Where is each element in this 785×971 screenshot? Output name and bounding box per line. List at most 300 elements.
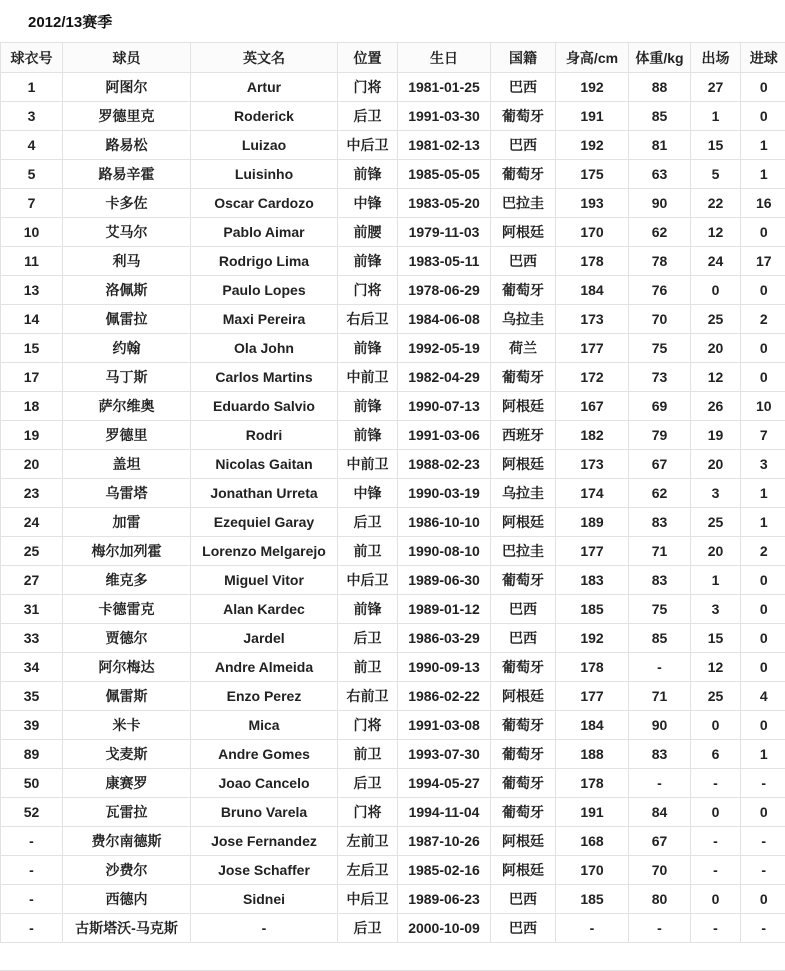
cell-height: - xyxy=(556,914,629,943)
cell-name-en: Jose Schaffer xyxy=(191,856,338,885)
cell-name-en: Maxi Pereira xyxy=(191,305,338,334)
cell-name-en: Nicolas Gaitan xyxy=(191,450,338,479)
cell-height: 192 xyxy=(556,131,629,160)
cell-number: 25 xyxy=(1,537,63,566)
cell-appearances: - xyxy=(691,769,741,798)
cell-height: 185 xyxy=(556,595,629,624)
cell-height: 168 xyxy=(556,827,629,856)
cell-name-en: Alan Kardec xyxy=(191,595,338,624)
cell-nationality: 葡萄牙 xyxy=(491,769,556,798)
cell-name-en: Rodri xyxy=(191,421,338,450)
cell-goals: 0 xyxy=(741,218,785,247)
cell-height: 177 xyxy=(556,682,629,711)
cell-number: 11 xyxy=(1,247,63,276)
cell-position: 后卫 xyxy=(338,102,398,131)
cell-number: - xyxy=(1,914,63,943)
cell-height: 175 xyxy=(556,160,629,189)
cell-position: 前锋 xyxy=(338,421,398,450)
cell-appearances: - xyxy=(691,856,741,885)
cell-name-cn: 洛佩斯 xyxy=(63,276,191,305)
cell-appearances: 0 xyxy=(691,798,741,827)
cell-position: 中后卫 xyxy=(338,131,398,160)
cell-number: 50 xyxy=(1,769,63,798)
cell-name-en: Eduardo Salvio xyxy=(191,392,338,421)
cell-appearances: 25 xyxy=(691,305,741,334)
cell-position: 门将 xyxy=(338,711,398,740)
table-row xyxy=(1,131,785,160)
cell-name-en: Mica xyxy=(191,711,338,740)
cell-birthday: 1983-05-11 xyxy=(398,247,491,276)
table-row xyxy=(1,798,785,827)
cell-weight: 63 xyxy=(629,160,691,189)
cell-nationality: 阿根廷 xyxy=(491,218,556,247)
cell-height: 192 xyxy=(556,73,629,102)
cell-weight: 79 xyxy=(629,421,691,450)
column-header-height: 身高/cm xyxy=(556,43,629,73)
cell-birthday: 1979-11-03 xyxy=(398,218,491,247)
cell-goals: - xyxy=(741,914,785,943)
cell-appearances: 27 xyxy=(691,73,741,102)
cell-height: 173 xyxy=(556,450,629,479)
cell-name-en: - xyxy=(191,914,338,943)
table-row xyxy=(1,914,785,943)
cell-name-cn: 费尔南德斯 xyxy=(63,827,191,856)
cell-birthday: 1991-03-08 xyxy=(398,711,491,740)
cell-number: 52 xyxy=(1,798,63,827)
table-body xyxy=(1,73,785,943)
cell-position: 门将 xyxy=(338,73,398,102)
cell-number: 4 xyxy=(1,131,63,160)
cell-position: 前锋 xyxy=(338,595,398,624)
cell-appearances: 12 xyxy=(691,218,741,247)
cell-nationality: 阿根廷 xyxy=(491,392,556,421)
cell-weight: 90 xyxy=(629,711,691,740)
cell-height: 193 xyxy=(556,189,629,218)
cell-name-cn: 加雷 xyxy=(63,508,191,537)
cell-position: 后卫 xyxy=(338,508,398,537)
cell-position: 门将 xyxy=(338,276,398,305)
cell-appearances: 1 xyxy=(691,102,741,131)
cell-name-en: Ola John xyxy=(191,334,338,363)
cell-appearances: 3 xyxy=(691,479,741,508)
cell-appearances: 20 xyxy=(691,537,741,566)
cell-appearances: 0 xyxy=(691,885,741,914)
table-row xyxy=(1,508,785,537)
table-row xyxy=(1,711,785,740)
cell-number: 19 xyxy=(1,421,63,450)
cell-height: 172 xyxy=(556,363,629,392)
cell-birthday: 1990-03-19 xyxy=(398,479,491,508)
cell-name-en: Ezequiel Garay xyxy=(191,508,338,537)
cell-height: 177 xyxy=(556,537,629,566)
cell-name-cn: 佩雷拉 xyxy=(63,305,191,334)
cell-nationality: 巴西 xyxy=(491,914,556,943)
cell-name-en: Luizao xyxy=(191,131,338,160)
cell-name-en: Lorenzo Melgarejo xyxy=(191,537,338,566)
cell-height: 170 xyxy=(556,856,629,885)
table-row xyxy=(1,421,785,450)
cell-name-cn: 罗德里 xyxy=(63,421,191,450)
cell-height: 191 xyxy=(556,798,629,827)
cell-appearances: - xyxy=(691,827,741,856)
cell-name-cn: 古斯塔沃-马克斯 xyxy=(63,914,191,943)
cell-name-cn: 艾马尔 xyxy=(63,218,191,247)
cell-position: 中锋 xyxy=(338,479,398,508)
cell-position: 右前卫 xyxy=(338,682,398,711)
table-row xyxy=(1,73,785,102)
cell-number: 24 xyxy=(1,508,63,537)
footer-spacer xyxy=(0,943,785,969)
cell-weight: 80 xyxy=(629,885,691,914)
cell-number: 89 xyxy=(1,740,63,769)
cell-height: 178 xyxy=(556,247,629,276)
cell-name-cn: 卡多佐 xyxy=(63,189,191,218)
cell-nationality: 葡萄牙 xyxy=(491,160,556,189)
column-header-position: 位置 xyxy=(338,43,398,73)
cell-position: 中后卫 xyxy=(338,885,398,914)
cell-birthday: 1988-02-23 xyxy=(398,450,491,479)
cell-name-cn: 贾德尔 xyxy=(63,624,191,653)
cell-weight: 75 xyxy=(629,595,691,624)
cell-birthday: 1990-08-10 xyxy=(398,537,491,566)
cell-name-en: Jardel xyxy=(191,624,338,653)
cell-name-cn: 瓦雷拉 xyxy=(63,798,191,827)
cell-appearances: 6 xyxy=(691,740,741,769)
cell-appearances: 25 xyxy=(691,682,741,711)
cell-weight: - xyxy=(629,914,691,943)
cell-height: 183 xyxy=(556,566,629,595)
cell-number: 17 xyxy=(1,363,63,392)
table-row xyxy=(1,740,785,769)
cell-goals: 0 xyxy=(741,102,785,131)
cell-birthday: 1994-05-27 xyxy=(398,769,491,798)
cell-birthday: 1978-06-29 xyxy=(398,276,491,305)
cell-goals: 0 xyxy=(741,653,785,682)
cell-position: 中锋 xyxy=(338,189,398,218)
cell-appearances: 25 xyxy=(691,508,741,537)
cell-weight: 69 xyxy=(629,392,691,421)
cell-name-cn: 阿图尔 xyxy=(63,73,191,102)
table-row xyxy=(1,450,785,479)
table-row xyxy=(1,218,785,247)
cell-appearances: 12 xyxy=(691,653,741,682)
cell-height: 173 xyxy=(556,305,629,334)
cell-weight: 62 xyxy=(629,479,691,508)
season-title: 2012/13赛季 xyxy=(28,14,113,31)
cell-goals: 3 xyxy=(741,450,785,479)
table-row xyxy=(1,624,785,653)
cell-birthday: 1991-03-30 xyxy=(398,102,491,131)
cell-weight: 75 xyxy=(629,334,691,363)
table-row xyxy=(1,653,785,682)
cell-name-en: Luisinho xyxy=(191,160,338,189)
cell-goals: - xyxy=(741,856,785,885)
cell-name-en: Andre Gomes xyxy=(191,740,338,769)
cell-appearances: 26 xyxy=(691,392,741,421)
table-row xyxy=(1,247,785,276)
cell-goals: - xyxy=(741,827,785,856)
cell-weight: 73 xyxy=(629,363,691,392)
table-row xyxy=(1,566,785,595)
cell-name-en: Artur xyxy=(191,73,338,102)
cell-height: 191 xyxy=(556,102,629,131)
cell-goals: 1 xyxy=(741,508,785,537)
cell-height: 192 xyxy=(556,624,629,653)
table-row xyxy=(1,276,785,305)
cell-position: 前锋 xyxy=(338,392,398,421)
cell-number: 18 xyxy=(1,392,63,421)
cell-nationality: 巴西 xyxy=(491,247,556,276)
cell-nationality: 阿根廷 xyxy=(491,856,556,885)
table-row xyxy=(1,827,785,856)
cell-birthday: 1983-05-20 xyxy=(398,189,491,218)
cell-name-en: Bruno Varela xyxy=(191,798,338,827)
cell-name-cn: 西德内 xyxy=(63,885,191,914)
cell-appearances: 3 xyxy=(691,595,741,624)
cell-appearances: 24 xyxy=(691,247,741,276)
cell-height: 170 xyxy=(556,218,629,247)
cell-name-cn: 乌雷塔 xyxy=(63,479,191,508)
cell-nationality: 荷兰 xyxy=(491,334,556,363)
cell-name-en: Andre Almeida xyxy=(191,653,338,682)
table-row xyxy=(1,392,785,421)
cell-nationality: 乌拉圭 xyxy=(491,479,556,508)
cell-birthday: 1990-09-13 xyxy=(398,653,491,682)
column-header-number: 球衣号 xyxy=(1,43,63,73)
cell-name-cn: 维克多 xyxy=(63,566,191,595)
cell-nationality: 阿根廷 xyxy=(491,450,556,479)
cell-appearances: 1 xyxy=(691,566,741,595)
cell-appearances: 19 xyxy=(691,421,741,450)
cell-position: 后卫 xyxy=(338,624,398,653)
cell-weight: 78 xyxy=(629,247,691,276)
cell-nationality: 西班牙 xyxy=(491,421,556,450)
cell-name-cn: 利马 xyxy=(63,247,191,276)
cell-nationality: 巴西 xyxy=(491,885,556,914)
cell-weight: 70 xyxy=(629,856,691,885)
cell-position: 后卫 xyxy=(338,769,398,798)
cell-appearances: 20 xyxy=(691,450,741,479)
cell-goals: 0 xyxy=(741,595,785,624)
cell-birthday: 1989-01-12 xyxy=(398,595,491,624)
cell-weight: 76 xyxy=(629,276,691,305)
cell-height: 184 xyxy=(556,711,629,740)
cell-position: 前卫 xyxy=(338,537,398,566)
cell-position: 中前卫 xyxy=(338,450,398,479)
cell-appearances: 22 xyxy=(691,189,741,218)
table-row xyxy=(1,885,785,914)
table-row xyxy=(1,682,785,711)
cell-height: 167 xyxy=(556,392,629,421)
table-row xyxy=(1,189,785,218)
cell-birthday: 1987-10-26 xyxy=(398,827,491,856)
cell-name-cn: 路易辛霍 xyxy=(63,160,191,189)
cell-appearances: 20 xyxy=(691,334,741,363)
cell-appearances: 0 xyxy=(691,276,741,305)
cell-weight: 81 xyxy=(629,131,691,160)
cell-nationality: 葡萄牙 xyxy=(491,276,556,305)
cell-goals: 0 xyxy=(741,276,785,305)
cell-nationality: 巴拉圭 xyxy=(491,189,556,218)
cell-appearances: - xyxy=(691,914,741,943)
cell-name-cn: 萨尔维奥 xyxy=(63,392,191,421)
table-row xyxy=(1,363,785,392)
cell-birthday: 2000-10-09 xyxy=(398,914,491,943)
cell-weight: 83 xyxy=(629,740,691,769)
cell-appearances: 15 xyxy=(691,131,741,160)
cell-nationality: 葡萄牙 xyxy=(491,102,556,131)
column-header-birthday: 生日 xyxy=(398,43,491,73)
cell-weight: 70 xyxy=(629,305,691,334)
cell-name-en: Oscar Cardozo xyxy=(191,189,338,218)
cell-birthday: 1986-02-22 xyxy=(398,682,491,711)
cell-position: 门将 xyxy=(338,798,398,827)
cell-nationality: 巴西 xyxy=(491,73,556,102)
cell-height: 177 xyxy=(556,334,629,363)
cell-birthday: 1986-10-10 xyxy=(398,508,491,537)
cell-birthday: 1991-03-06 xyxy=(398,421,491,450)
cell-position: 前卫 xyxy=(338,653,398,682)
cell-number: - xyxy=(1,856,63,885)
cell-name-en: Jonathan Urreta xyxy=(191,479,338,508)
cell-nationality: 巴拉圭 xyxy=(491,537,556,566)
cell-birthday: 1984-06-08 xyxy=(398,305,491,334)
cell-height: 174 xyxy=(556,479,629,508)
cell-goals: 2 xyxy=(741,537,785,566)
cell-number: 31 xyxy=(1,595,63,624)
column-header-goals: 进球 xyxy=(741,43,785,73)
cell-birthday: 1985-02-16 xyxy=(398,856,491,885)
cell-number: 10 xyxy=(1,218,63,247)
cell-name-cn: 阿尔梅达 xyxy=(63,653,191,682)
cell-nationality: 阿根廷 xyxy=(491,682,556,711)
cell-birthday: 1989-06-23 xyxy=(398,885,491,914)
table-row xyxy=(1,856,785,885)
cell-goals: 10 xyxy=(741,392,785,421)
cell-goals: 4 xyxy=(741,682,785,711)
cell-position: 右后卫 xyxy=(338,305,398,334)
column-header-name-cn: 球员 xyxy=(63,43,191,73)
cell-nationality: 葡萄牙 xyxy=(491,363,556,392)
cell-birthday: 1993-07-30 xyxy=(398,740,491,769)
cell-name-cn: 米卡 xyxy=(63,711,191,740)
cell-weight: 71 xyxy=(629,537,691,566)
cell-name-en: Roderick xyxy=(191,102,338,131)
cell-number: 33 xyxy=(1,624,63,653)
cell-height: 182 xyxy=(556,421,629,450)
cell-birthday: 1982-04-29 xyxy=(398,363,491,392)
cell-number: 34 xyxy=(1,653,63,682)
table-row xyxy=(1,537,785,566)
cell-weight: 83 xyxy=(629,566,691,595)
column-header-appearances: 出场 xyxy=(691,43,741,73)
cell-weight: 88 xyxy=(629,73,691,102)
column-header-name-en: 英文名 xyxy=(191,43,338,73)
cell-name-cn: 康赛罗 xyxy=(63,769,191,798)
cell-goals: 7 xyxy=(741,421,785,450)
cell-nationality: 阿根廷 xyxy=(491,827,556,856)
cell-position: 左后卫 xyxy=(338,856,398,885)
cell-appearances: 15 xyxy=(691,624,741,653)
cell-goals: 0 xyxy=(741,566,785,595)
cell-name-en: Joao Cancelo xyxy=(191,769,338,798)
cell-name-en: Jose Fernandez xyxy=(191,827,338,856)
cell-goals: 0 xyxy=(741,363,785,392)
cell-nationality: 葡萄牙 xyxy=(491,711,556,740)
cell-position: 左前卫 xyxy=(338,827,398,856)
cell-number: - xyxy=(1,827,63,856)
cell-appearances: 5 xyxy=(691,160,741,189)
table-row xyxy=(1,160,785,189)
cell-weight: 84 xyxy=(629,798,691,827)
cell-height: 188 xyxy=(556,740,629,769)
cell-birthday: 1985-05-05 xyxy=(398,160,491,189)
cell-nationality: 巴西 xyxy=(491,595,556,624)
cell-height: 189 xyxy=(556,508,629,537)
cell-birthday: 1992-05-19 xyxy=(398,334,491,363)
cell-nationality: 巴西 xyxy=(491,131,556,160)
cell-position: 前腰 xyxy=(338,218,398,247)
table-header-row xyxy=(1,43,785,73)
cell-birthday: 1994-11-04 xyxy=(398,798,491,827)
cell-number: 1 xyxy=(1,73,63,102)
cell-name-cn: 马丁斯 xyxy=(63,363,191,392)
cell-nationality: 葡萄牙 xyxy=(491,566,556,595)
cell-position: 前锋 xyxy=(338,334,398,363)
cell-appearances: 12 xyxy=(691,363,741,392)
cell-name-cn: 盖坦 xyxy=(63,450,191,479)
column-header-nationality: 国籍 xyxy=(491,43,556,73)
cell-height: 178 xyxy=(556,769,629,798)
cell-weight: - xyxy=(629,653,691,682)
cell-position: 中前卫 xyxy=(338,363,398,392)
table-row xyxy=(1,102,785,131)
cell-goals: 0 xyxy=(741,334,785,363)
cell-goals: 1 xyxy=(741,131,785,160)
cell-weight: 85 xyxy=(629,624,691,653)
cell-name-en: Miguel Vitor xyxy=(191,566,338,595)
column-header-weight: 体重/kg xyxy=(629,43,691,73)
cell-name-cn: 梅尔加列霍 xyxy=(63,537,191,566)
cell-number: - xyxy=(1,885,63,914)
cell-number: 20 xyxy=(1,450,63,479)
cell-goals: 16 xyxy=(741,189,785,218)
cell-weight: 83 xyxy=(629,508,691,537)
cell-weight: 71 xyxy=(629,682,691,711)
cell-height: 178 xyxy=(556,653,629,682)
cell-name-en: Carlos Martins xyxy=(191,363,338,392)
cell-number: 15 xyxy=(1,334,63,363)
cell-nationality: 葡萄牙 xyxy=(491,798,556,827)
cell-position: 中后卫 xyxy=(338,566,398,595)
cell-position: 后卫 xyxy=(338,914,398,943)
cell-name-cn: 罗德里克 xyxy=(63,102,191,131)
cell-weight: 67 xyxy=(629,450,691,479)
table-row xyxy=(1,305,785,334)
cell-weight: - xyxy=(629,769,691,798)
cell-name-en: Paulo Lopes xyxy=(191,276,338,305)
cell-number: 35 xyxy=(1,682,63,711)
cell-birthday: 1986-03-29 xyxy=(398,624,491,653)
cell-position: 前锋 xyxy=(338,247,398,276)
cell-birthday: 1990-07-13 xyxy=(398,392,491,421)
cell-nationality: 葡萄牙 xyxy=(491,740,556,769)
cell-goals: 2 xyxy=(741,305,785,334)
cell-nationality: 巴西 xyxy=(491,624,556,653)
cell-birthday: 1989-06-30 xyxy=(398,566,491,595)
cell-name-en: Rodrigo Lima xyxy=(191,247,338,276)
cell-name-en: Pablo Aimar xyxy=(191,218,338,247)
